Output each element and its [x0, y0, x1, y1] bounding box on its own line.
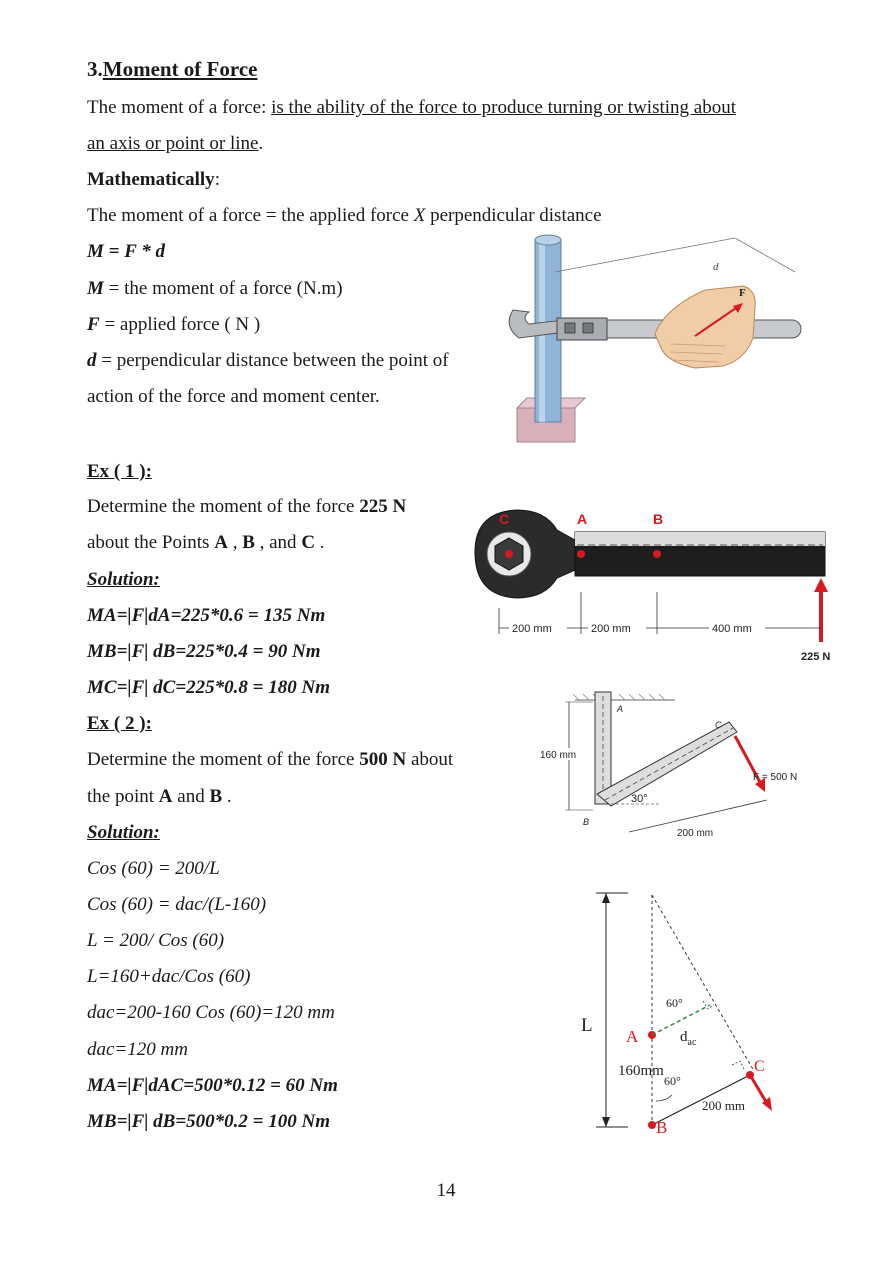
ex2-result-b: MB=|F| dB=500*0.2 = 100 Nm: [87, 1111, 331, 1132]
definition-line-2: an axis or point or line.: [87, 133, 264, 154]
ex1-result-c: MC=|F| dC=225*0.8 = 180 Nm: [87, 677, 331, 698]
ex1-dim-1: 200 mm: [512, 623, 552, 635]
ex2-question-2: the point A and B .: [87, 786, 232, 807]
ex2-fig2-point-b: [648, 1121, 656, 1129]
ex1-result-b: MB=|F| dB=225*0.4 = 90 Nm: [87, 641, 321, 662]
ex1-wrench-figure: [465, 502, 845, 670]
math-label: Mathematically:: [87, 169, 220, 190]
definition-body-1: is the ability of the force to produce turning or twisting about: [271, 97, 736, 118]
force-f-label: F: [739, 287, 746, 299]
ex2-fig2-angle-bottom: 60°: [664, 1074, 681, 1088]
ex1-dim-2: 200 mm: [591, 623, 631, 635]
ex2-fig2-dim-v: 160mm: [618, 1063, 664, 1079]
ex1-solution-label: Solution:: [87, 569, 160, 590]
ex2-title: Ex ( 2 ):: [87, 713, 152, 734]
ex1-dim-3: 400 mm: [712, 623, 752, 635]
ex2-fig2-angle-top: 60°: [666, 996, 683, 1010]
definition-lead: The moment of a force:: [87, 97, 272, 118]
point-a-dot: [577, 550, 585, 558]
ex2-geometry-figure: [570, 885, 810, 1140]
point-b-dot: [653, 550, 661, 558]
ex2-step-3: L = 200/ Cos (60): [87, 930, 225, 951]
def-m: M = the moment of a force (N.m): [87, 278, 343, 299]
section-heading: [87, 57, 257, 81]
def-f: F = applied force ( N ): [87, 314, 261, 335]
ex2-fig1-force: F = 500 N: [753, 772, 798, 783]
wrench-pipe-figure: [495, 228, 805, 448]
ex2-fig2-label-b: B: [656, 1118, 668, 1137]
page-number: 14: [436, 1180, 456, 1201]
ex1-question-2: about the Points A , B , and C .: [87, 532, 325, 553]
math-statement: The moment of a force = the applied force X perpendicular distance: [87, 205, 602, 226]
ex2-step-6: dac=120 mm: [87, 1039, 188, 1060]
ex2-step-4: L=160+dac/Cos (60): [87, 966, 251, 987]
ex2-fig1-label-a: A: [617, 704, 624, 714]
def-d: d = perpendicular distance between the point of: [87, 350, 449, 371]
ex2-fig2-dim-arm: 200 mm: [702, 1098, 745, 1113]
section-title: Moment of Force: [102, 57, 258, 81]
ex2-fig2-label-a: A: [626, 1027, 639, 1046]
ex2-fig2-label-l: L: [581, 1015, 593, 1036]
ex2-fig1-label-c: C: [715, 720, 722, 730]
ex2-step-2: Cos (60) = dac/(L-160): [87, 894, 267, 915]
definition-line-1: [87, 96, 736, 120]
force-arrow-225: [814, 578, 828, 592]
ex2-fig1-dim-v: 160 mm: [540, 750, 577, 761]
ex2-fig1-angle: 30°: [631, 793, 648, 805]
ex1-title: Ex ( 1 ):: [87, 461, 152, 482]
definition-body-2: an axis or point or line: [87, 133, 259, 154]
dim-d-label: d: [713, 261, 719, 273]
ex2-fig2-label-c: C: [754, 1058, 765, 1075]
ex1-label-b: B: [653, 511, 664, 527]
ex2-fig2-point-c: [746, 1071, 754, 1079]
ex1-question-1: Determine the moment of the force 225 N: [87, 496, 407, 517]
ex1-result-a: MA=|F|dA=225*0.6 = 135 Nm: [87, 605, 326, 626]
ex2-bent-bar-figure: [535, 688, 825, 848]
ex2-result-a: MA=|F|dAC=500*0.12 = 60 Nm: [87, 1075, 338, 1096]
ex2-fig2-label-d: $d_{ac}$: [680, 1029, 697, 1048]
ex2-step-1: Cos (60) = 200/L: [87, 858, 220, 879]
section-number: 3.: [87, 57, 103, 81]
ex2-fig1-label-b: B: [583, 817, 590, 827]
ex1-label-c: C: [499, 511, 510, 527]
ex2-question-1: Determine the moment of the force 500 N about: [87, 749, 454, 770]
angled-member: [597, 722, 737, 806]
formula: M = F * d: [87, 241, 166, 262]
ex1-label-a: A: [577, 511, 588, 527]
ex2-step-5: dac=200-160 Cos (60)=120 mm: [87, 1002, 335, 1023]
ex1-force-label: 225 N: [801, 651, 831, 663]
ex2-solution-label: Solution:: [87, 822, 160, 843]
ex2-fig1-dim-arm: 200 mm: [677, 828, 714, 839]
point-c-dot: [505, 550, 513, 558]
def-d-cont: action of the force and moment center.: [87, 386, 380, 407]
